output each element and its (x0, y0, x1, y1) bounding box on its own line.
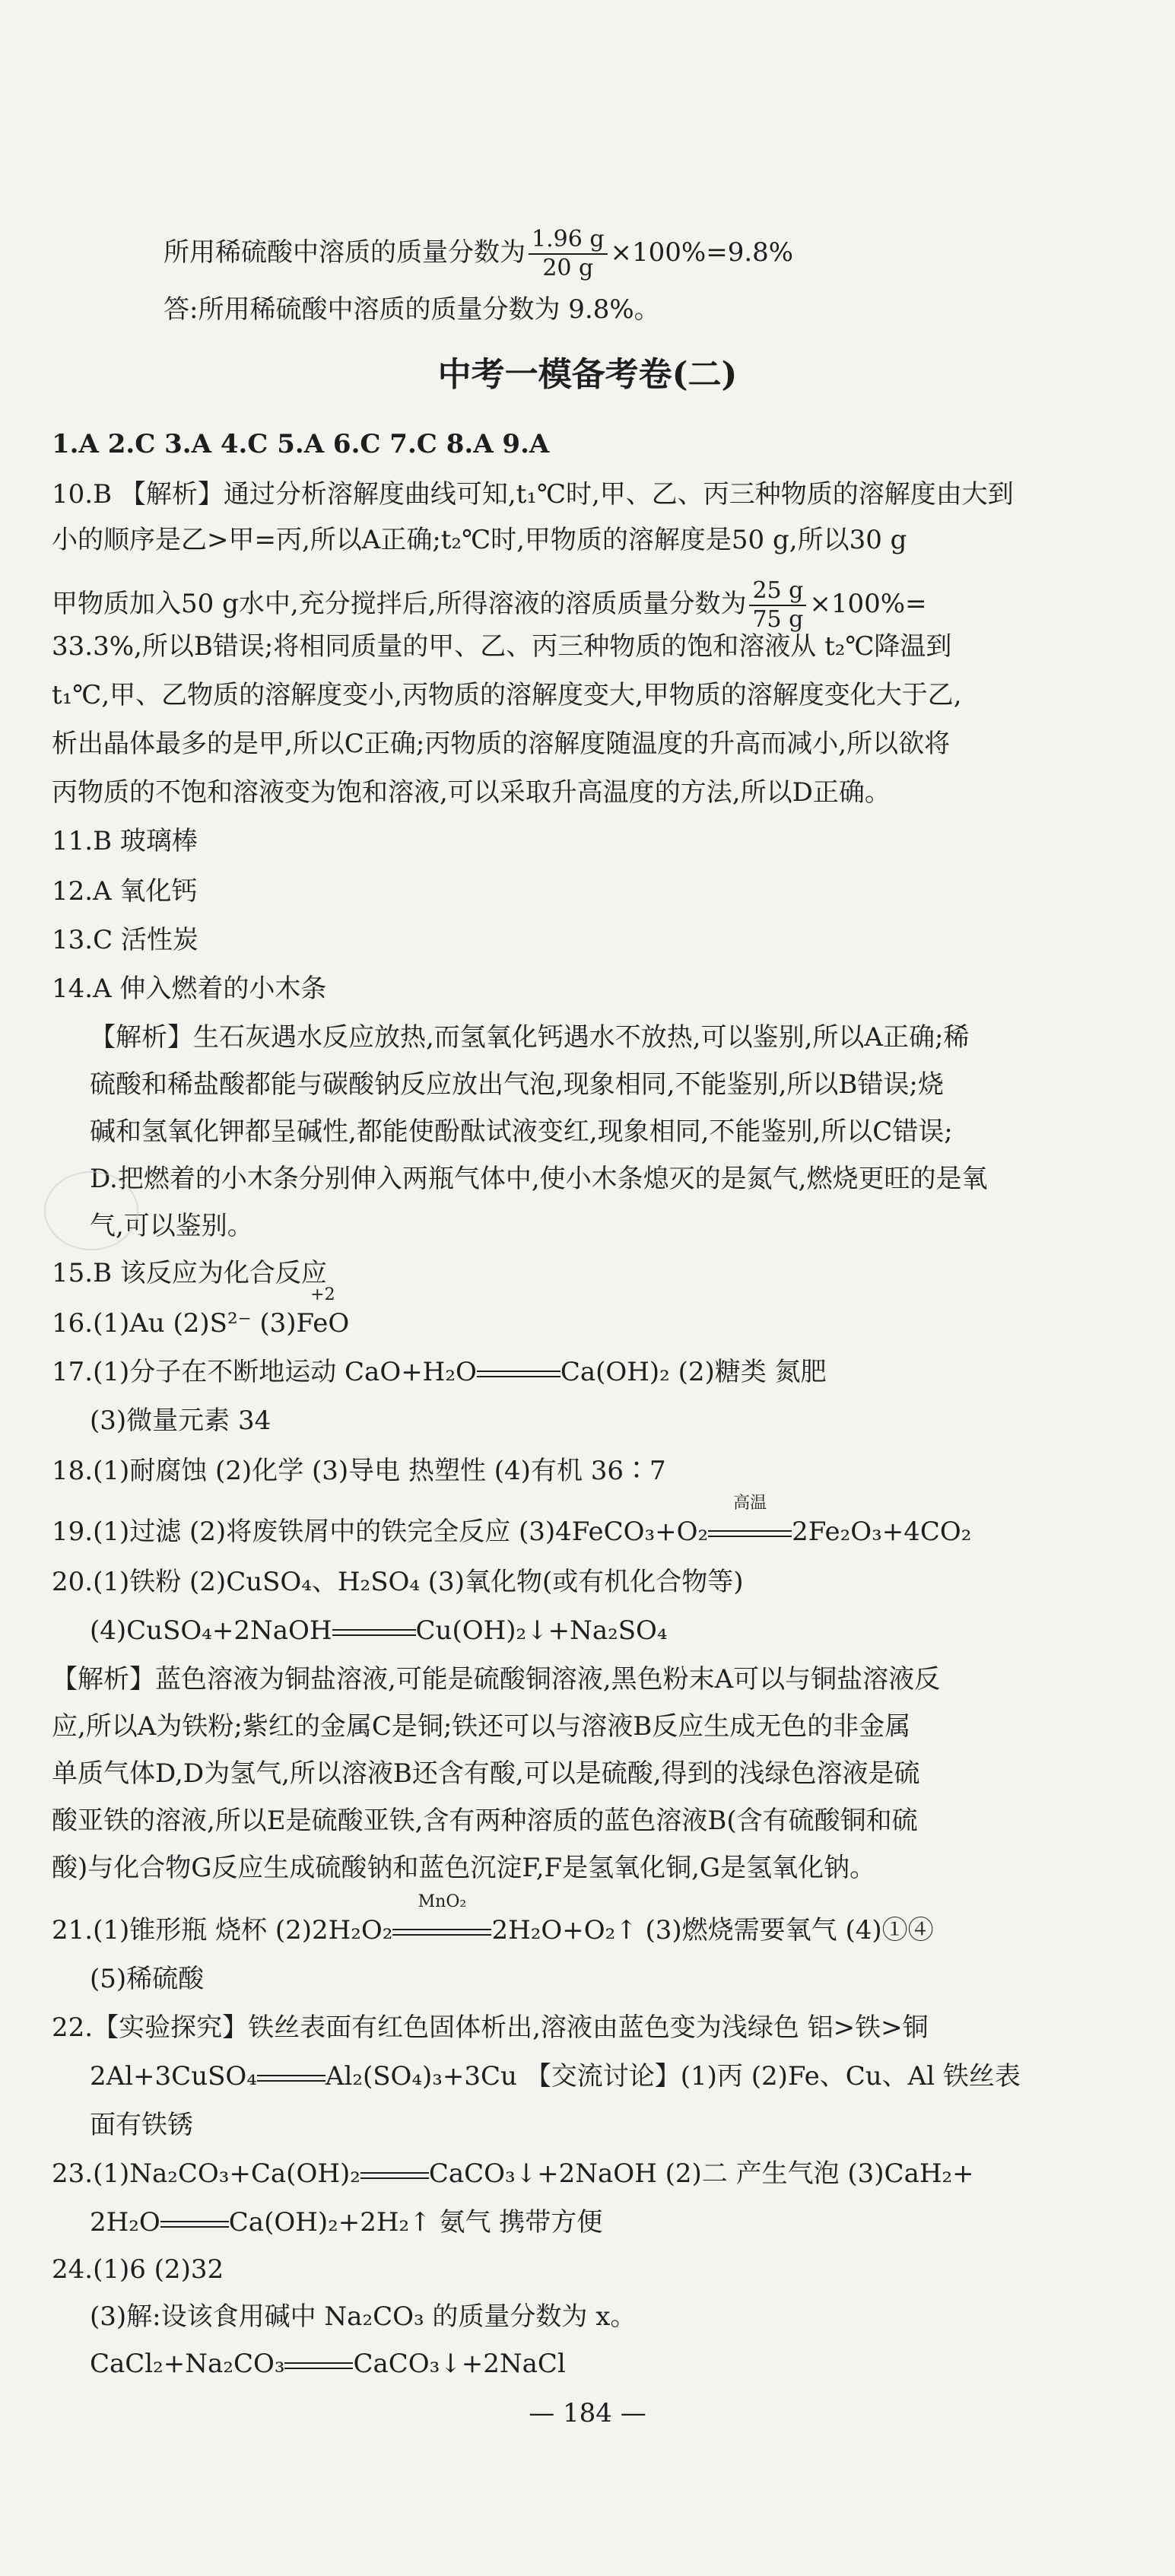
text-span: ×100%=9.8% (610, 237, 794, 268)
text-line: 酸)与化合物G反应生成硫酸钠和蓝色沉淀F,F是氢氧化铜,G是氢氧化钠。 (52, 1853, 876, 1883)
answer-line: 20.(1)铁粉 (2)CuSO₄、H₂SO₄ (3)氧化物(或有机化合物等) (52, 1567, 744, 1597)
answer-line: 1.A 2.C 3.A 4.C 5.A 6.C 7.C 8.A 9.A (52, 429, 550, 459)
answer-line: 13.C 活性炭 (52, 925, 198, 955)
text-line: 面有铁锈 (90, 2110, 193, 2140)
text-span: ×100%= (809, 589, 927, 619)
text-line: (3)解:设该食用碱中 Na₂CO₃ 的质量分数为 x。 (90, 2301, 637, 2332)
text-line (90, 2206, 602, 2239)
page-number: — 184 — (529, 2398, 646, 2428)
text-line: 酸亚铁的溶液,所以E是硫酸亚铁,含有两种溶质的蓝色溶液B(含有硫酸铜和硫 (52, 1806, 918, 1836)
text-span: CaCO₃↓+2NaOH (2)二 产生气泡 (3)CaH₂+ (428, 2158, 974, 2189)
reaction-equals (708, 1530, 792, 1537)
text-line: D.把燃着的小木条分别伸入两瓶气体中,使小木条熄灭的是氮气,燃烧更旺的是氧 (90, 1164, 988, 1194)
text-span: CaCl₂+Na₂CO₃ (90, 2349, 285, 2379)
text-line: 气,可以鉴别。 (90, 1211, 253, 1241)
answer-line: 18.(1)耐腐蚀 (2)化学 (3)导电 热塑性 (4)有机 36∶7 (52, 1456, 666, 1486)
answer-line (52, 1892, 934, 1947)
text-span: 2H₂O (90, 2207, 160, 2238)
fraction-numerator: 25 g (749, 580, 806, 606)
text-span: Ca(OH)₂ (2)糖类 氮肥 (560, 1357, 827, 1387)
text-span: 2Al+3CuSO₄ (90, 2061, 257, 2092)
answer-line: 14.A 伸入燃着的小木条 (52, 974, 327, 1004)
text-line: 单质气体D,D为氢气,所以溶液B还含有酸,可以是硫酸,得到的浅绿色溶液是硫 (52, 1758, 920, 1789)
text-span: 2Fe₂O₃+4CO₂ (792, 1517, 972, 1547)
text-line (90, 1614, 668, 1647)
text-line: t₁℃,甲、乙物质的溶解度变小,丙物质的溶解度变大,甲物质的溶解度变化大于乙, (52, 680, 962, 710)
answer-line: 22.【实验探究】铁丝表面有红色固体析出,溶液由蓝色变为浅绿色 铝>铁>铜 (52, 2012, 929, 2043)
text-line: 【解析】蓝色溶液为铜盐溶液,可能是硫酸铜溶液,黑色粉末A可以与铜盐溶液反 (52, 1664, 941, 1695)
stamp-watermark (44, 1171, 138, 1250)
answer-line: 11.B 玻璃棒 (52, 826, 198, 856)
section-title: 中考一模备考卷(二) (437, 355, 738, 394)
text-span: 21.(1)锥形瓶 烧杯 (2)2H₂O₂ (52, 1915, 393, 1945)
condition-label: MnO₂ (418, 1892, 467, 1911)
text-span: 17.(1)分子在不断地运动 CaO+H₂O (52, 1357, 477, 1387)
answer-line (52, 1355, 827, 1389)
text-line: 硫酸和稀盐酸都能与碳酸钠反应放出气泡,现象相同,不能鉴别,所以B错误;烧 (90, 1069, 944, 1100)
text-line: 丙物质的不饱和溶液变为饱和溶液,可以采取升高温度的方法,所以D正确。 (52, 777, 891, 808)
text-line (90, 2060, 1021, 2093)
text-span: 所用稀硫酸中溶质的质量分数为 (164, 237, 526, 268)
reaction-equals (392, 1929, 491, 1936)
text-span: FeO (296, 1308, 350, 1339)
answer-line: 10.B 【解析】通过分析溶解度曲线可知,t₁℃时,甲、乙、丙三种物质的溶解度由大到 (52, 479, 1014, 510)
text-line: 33.3%,所以B错误;将相同质量的甲、乙、丙三种物质的饱和溶液从 t₂℃降温到 (52, 631, 952, 662)
text-line: 应,所以A为铁粉;紫红的金属C是铜;铁还可以与溶液B反应生成无色的非金属 (52, 1711, 911, 1742)
answer-line: 24.(1)6 (2)32 (52, 2254, 224, 2285)
valence-formula (296, 1285, 350, 1340)
reaction-equals (284, 2362, 353, 2369)
text-span: (4)CuSO₄+2NaOH (90, 1615, 332, 1646)
fraction-denominator: 75 g (752, 606, 804, 633)
text-line: 析出晶体最多的是甲,所以C正确;丙物质的溶解度随温度的升高而减小,所以欲将 (52, 729, 951, 759)
text-line: 答:所用稀硫酸中溶质的质量分数为 9.8%。 (164, 294, 660, 325)
reaction-equals (332, 1629, 416, 1636)
text-line: (5)稀硫酸 (90, 1964, 205, 1994)
fraction-denominator: 20 g (542, 255, 594, 281)
reaction-condition (708, 1494, 792, 1548)
text-line: 碱和氢氧化钾都呈碱性,都能使酚酞试液变红,现象相同,不能鉴别,所以C错误; (90, 1116, 953, 1147)
text-line (52, 577, 927, 633)
text-line: 【解析】生石灰遇水反应放热,而氢氧化钙遇水不放热,可以鉴别,所以A正确;稀 (90, 1022, 970, 1053)
condition-label: 高温 (733, 1494, 767, 1513)
text-line: 小的顺序是乙>甲=丙,所以A正确;t₂℃时,甲物质的溶解度是50 g,所以30 g (52, 525, 907, 555)
answer-line: 12.A 氧化钙 (52, 876, 198, 907)
answer-line: 15.B 该反应为化合反应 (52, 1258, 327, 1288)
text-span: 2H₂O+O₂↑ (3)燃烧需要氧气 (4)①④ (491, 1915, 934, 1945)
fraction (749, 577, 806, 633)
text-span: 19.(1)过滤 (2)将废铁屑中的铁完全反应 (3)4FeCO₃+O₂ (52, 1517, 709, 1547)
text-span: Ca(OH)₂+2H₂↑ 氨气 携带方便 (228, 2207, 603, 2238)
text-line: (3)微量元素 34 (90, 1406, 272, 1436)
answer-line (52, 1285, 350, 1340)
text-span: 甲物质加入50 g水中,充分搅拌后,所得溶液的溶质质量分数为 (52, 589, 747, 619)
reaction-equals (257, 2075, 326, 2082)
answer-line (52, 1494, 972, 1548)
reaction-condition (392, 1892, 491, 1947)
reaction-equals (477, 1371, 561, 1377)
fraction-numerator: 1.96 g (529, 228, 608, 255)
text-span: Cu(OH)₂↓+Na₂SO₄ (415, 1615, 668, 1646)
valence-label: +2 (310, 1285, 335, 1304)
text-span: CaCO₃↓+2NaCl (353, 2349, 566, 2379)
equation-line (90, 2347, 566, 2381)
answer-line (52, 2157, 974, 2190)
reaction-equals (160, 2221, 229, 2228)
fraction (529, 228, 608, 280)
text-line (164, 228, 793, 280)
text-span: 16.(1)Au (2)S²⁻ (3) (52, 1308, 297, 1339)
text-span: Al₂(SO₄)₃+3Cu 【交流讨论】(1)丙 (2)Fe、Cu、Al 铁丝表 (325, 2061, 1021, 2092)
reaction-equals (360, 2172, 429, 2179)
text-span: 23.(1)Na₂CO₃+Ca(OH)₂ (52, 2158, 360, 2189)
